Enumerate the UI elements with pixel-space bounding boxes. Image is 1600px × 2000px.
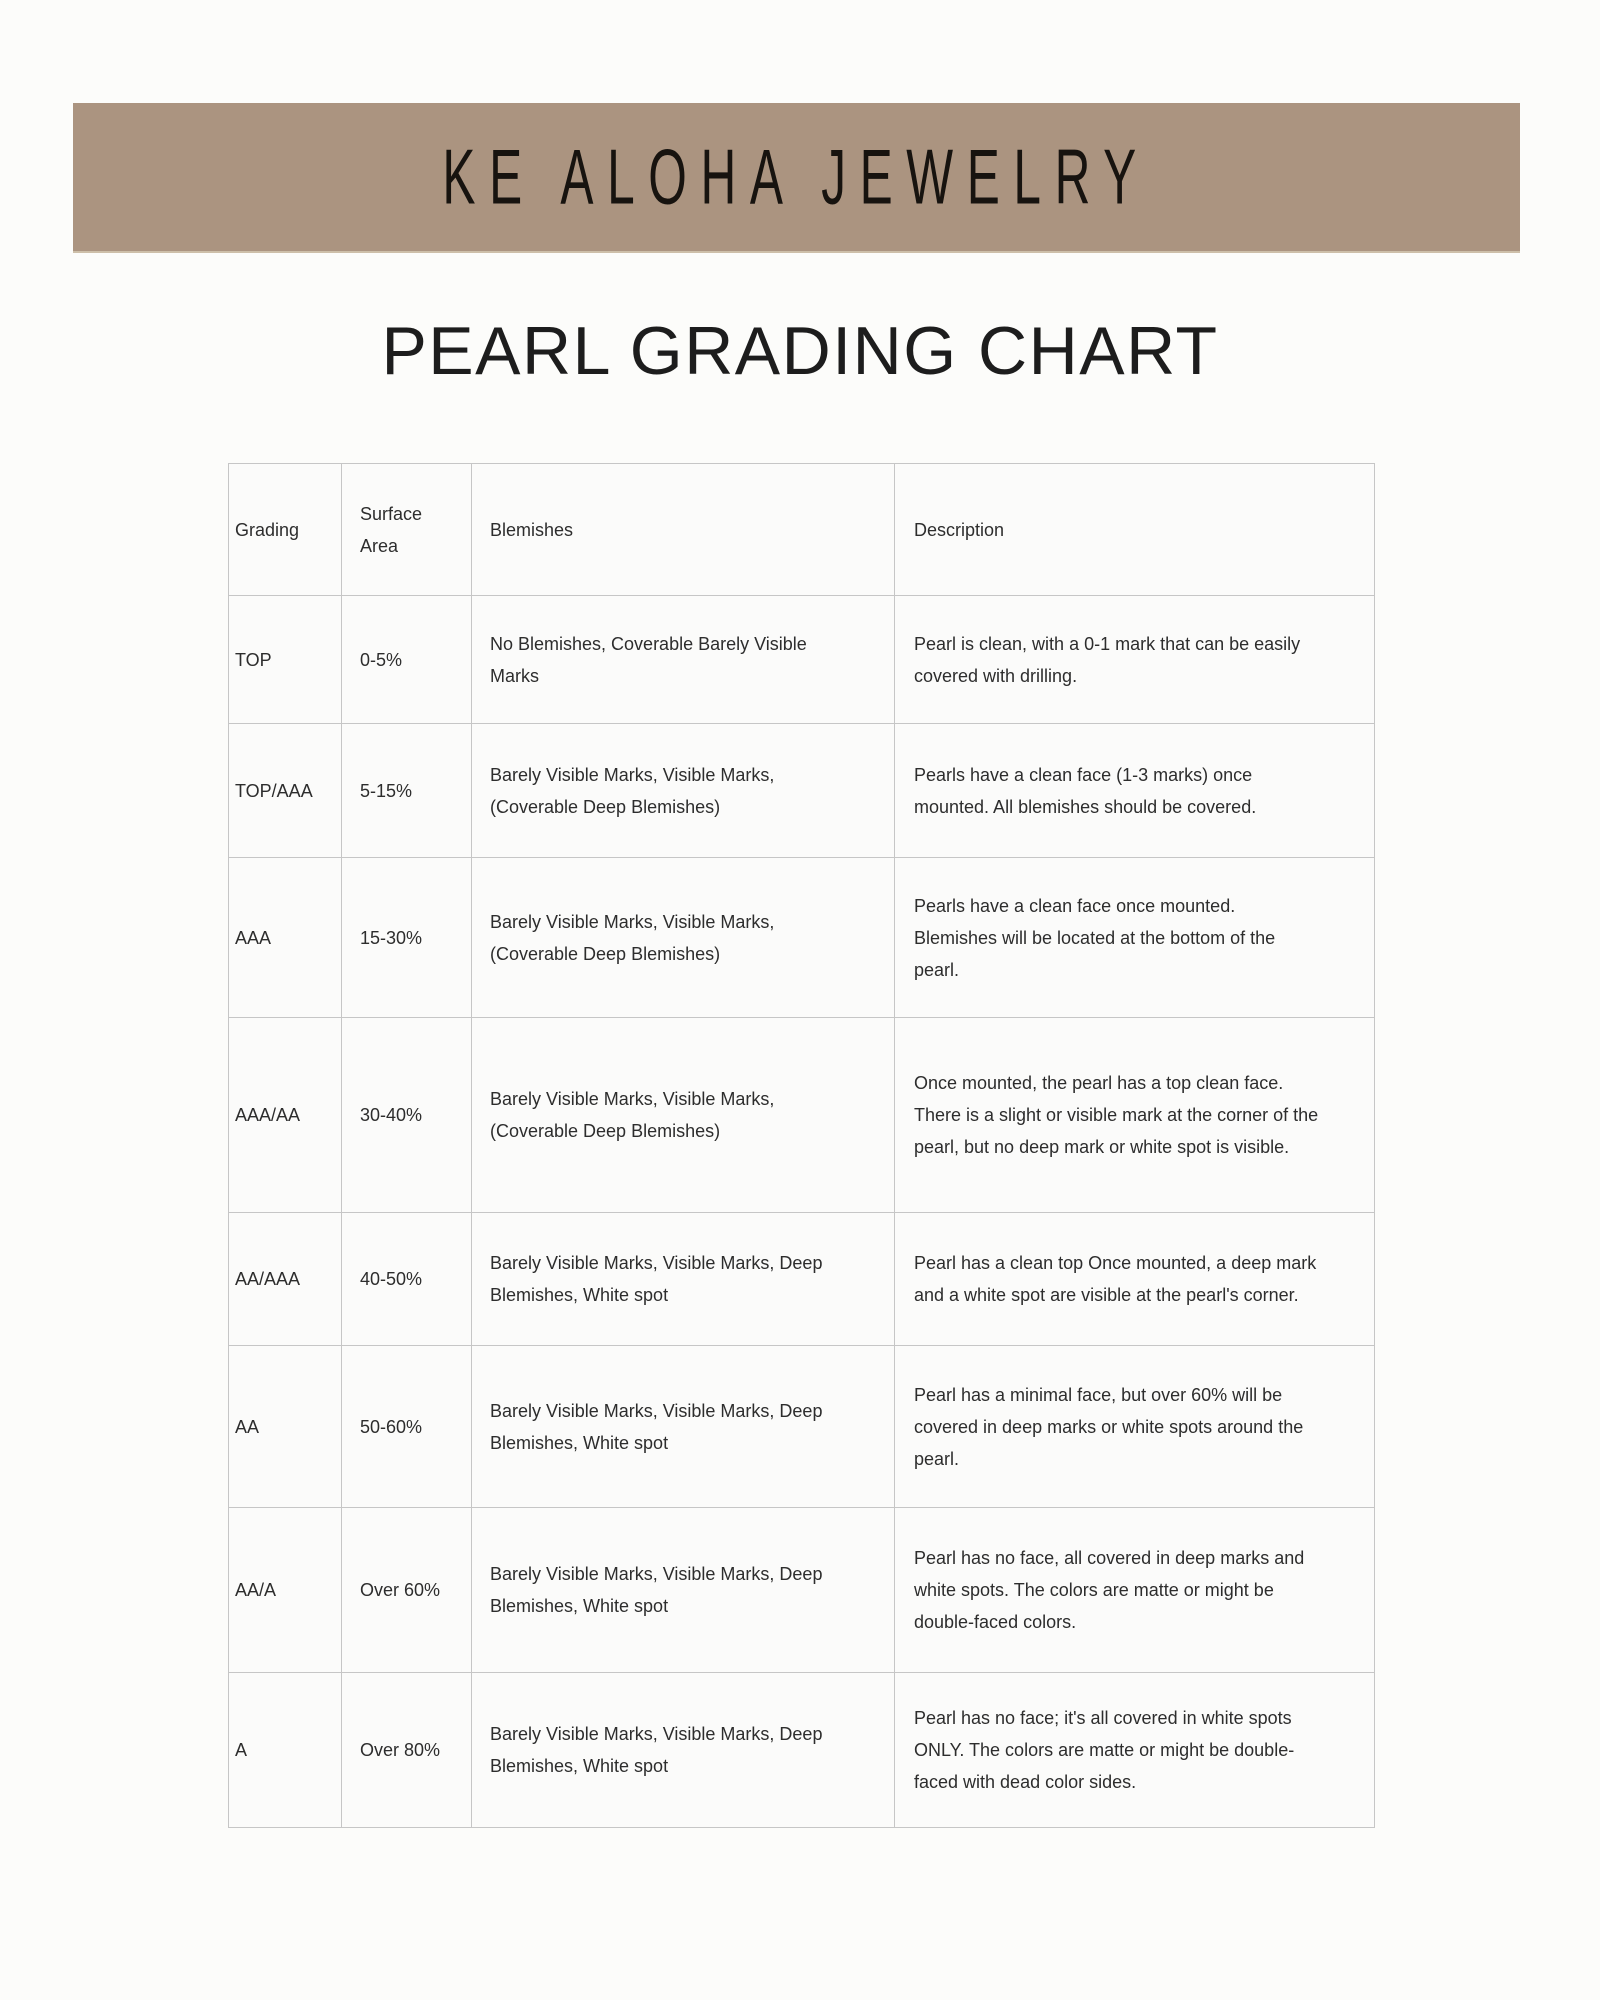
cell-grading: TOP/AAA (229, 724, 342, 858)
page-title: PEARL GRADING CHART (381, 313, 1219, 389)
table-row (229, 858, 1375, 1018)
cell-blemishes: Barely Visible Marks, Visible Marks, Deep Blemishes, White spot (472, 1213, 895, 1346)
cell-blemishes: Barely Visible Marks, Visible Marks, Deep Blemishes, White spot (472, 1346, 895, 1508)
cell-surface_area: Over 60% (342, 1508, 472, 1673)
cell-blemishes: No Blemishes, Coverable Barely Visible Marks (472, 596, 895, 724)
cell-grading: AA/A (229, 1508, 342, 1673)
cell-surface_area: 40-50% (342, 1213, 472, 1346)
pearl-grading-table (228, 463, 1375, 1828)
cell-blemishes: Barely Visible Marks, Visible Marks, Deep Blemishes, White spot (472, 1673, 895, 1828)
cell-description: Pearl has no face; it's all covered in white spots ONLY. The colors are matte or might be double-faced with dead color sides. (895, 1673, 1375, 1828)
table-row (229, 1673, 1375, 1828)
cell-description: Pearl is clean, with a 0-1 mark that can be easily covered with drilling. (895, 596, 1375, 724)
cell-surface_area: 30-40% (342, 1018, 472, 1213)
table-row (229, 1346, 1375, 1508)
table-row (229, 1213, 1375, 1346)
cell-description: Pearls have a clean face (1-3 marks) once mounted. All blemishes should be covered. (895, 724, 1375, 858)
cell-grading: AAA (229, 858, 342, 1018)
cell-blemishes: Barely Visible Marks, Visible Marks, (Coverable Deep Blemishes) (472, 724, 895, 858)
cell-grading: AAA/AA (229, 1018, 342, 1213)
brand-banner (73, 103, 1520, 253)
cell-grading: AA (229, 1346, 342, 1508)
cell-blemishes: Barely Visible Marks, Visible Marks, (Coverable Deep Blemishes) (472, 858, 895, 1018)
table-body (229, 596, 1375, 1828)
table-row (229, 1018, 1375, 1213)
table-header-row (229, 464, 1375, 596)
cell-blemishes: Barely Visible Marks, Visible Marks, (Coverable Deep Blemishes) (472, 1018, 895, 1213)
cell-surface_area: 5-15% (342, 724, 472, 858)
column-header-surface_area: Surface Area (342, 464, 472, 596)
table-row (229, 1508, 1375, 1673)
cell-description: Pearl has a minimal face, but over 60% will be covered in deep marks or white spots around the pearl. (895, 1346, 1375, 1508)
cell-grading: AA/AAA (229, 1213, 342, 1346)
table-row (229, 596, 1375, 724)
cell-description: Pearl has a clean top Once mounted, a deep mark and a white spot are visible at the pearl's corner. (895, 1213, 1375, 1346)
cell-surface_area: 15-30% (342, 858, 472, 1018)
column-header-description: Description (895, 464, 1375, 596)
cell-description: Once mounted, the pearl has a top clean face. There is a slight or visible mark at the corner of the pearl, but no deep mark or white spot is visible. (895, 1018, 1375, 1213)
column-header-grading: Grading (229, 464, 342, 596)
cell-surface_area: Over 80% (342, 1673, 472, 1828)
table-row (229, 724, 1375, 858)
cell-grading: A (229, 1673, 342, 1828)
cell-description: Pearl has no face, all covered in deep marks and white spots. The colors are matte or might be double-faced colors. (895, 1508, 1375, 1673)
cell-blemishes: Barely Visible Marks, Visible Marks, Deep Blemishes, White spot (472, 1508, 895, 1673)
cell-description: Pearls have a clean face once mounted. Blemishes will be located at the bottom of the pearl. (895, 858, 1375, 1018)
brand-name: KE ALOHA JEWELRY (442, 133, 1151, 221)
table-head (229, 464, 1375, 596)
cell-grading: TOP (229, 596, 342, 724)
column-header-blemishes: Blemishes (472, 464, 895, 596)
cell-surface_area: 0-5% (342, 596, 472, 724)
cell-surface_area: 50-60% (342, 1346, 472, 1508)
